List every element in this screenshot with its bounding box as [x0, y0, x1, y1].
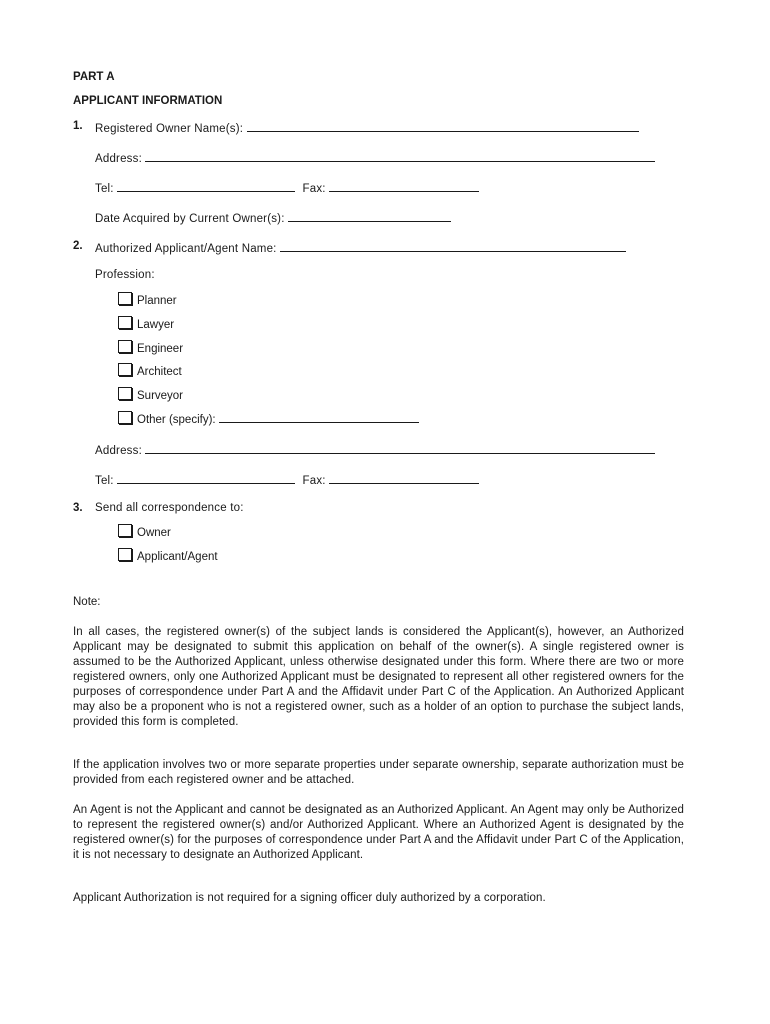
agent-address-row [95, 442, 655, 457]
q2-number: 2. [73, 240, 83, 252]
checkbox[interactable] [118, 316, 132, 329]
date-acquired-label: Date Acquired by Current Owner(s): [95, 213, 285, 225]
checkbox[interactable] [118, 411, 132, 424]
owner-address-row [95, 150, 655, 165]
profession-option-label: Engineer [137, 343, 184, 355]
correspondence-option-owner[interactable] [118, 524, 171, 540]
checkbox[interactable] [118, 292, 132, 305]
agent-fax-label: Fax: [302, 475, 326, 487]
owner-fax-field[interactable] [329, 180, 479, 192]
note-paragraph-2: If the application involves two or more separate properties under separate ownership, separate authorization must be provided from each registered owner and be attached. [73, 759, 684, 786]
note-paragraph-1: In all cases, the registered owner(s) of the subject lands is considered the Applicant(s), however, an Authorized Applicant may be designated to submit this application on behalf of the owner(s). A single registered owner is assumed to be the Authorized Applicant, unless otherwise designated under this form. Where there are two or more registered owners, only one Authorized Applicant must be designated to represent all other registered owners for the purposes of correspondence under Part A and the Affidavit under Part C of the Application. An Authorized Applicant may also be a proponent who is not a registered owner, such as a holder of an option to purchase the subject lands, provided this form is completed. [73, 626, 684, 728]
owner-name-label: Registered Owner Name(s): [95, 123, 244, 135]
note-paragraph-3: An Agent is not the Applicant and cannot be designated as an Authorized Applicant. An Agent may only be Authorized to represent the registered owner(s) and/or Authorized Applicant. Where an Authorized Agent is designated by the registered owner(s) for the purposes of correspondence under Part A and the Affidavit under Part C of the Application, it is not necessary to designate an Authorized Applicant. [73, 804, 684, 861]
checkbox[interactable] [118, 548, 132, 561]
owner-tel-field[interactable] [117, 180, 295, 192]
owner-address-label: Address: [95, 153, 142, 165]
profession-option-label: Architect [137, 366, 182, 378]
profession-option-label: Lawyer [137, 319, 175, 331]
profession-option-planner[interactable] [118, 292, 177, 308]
owner-tel-label: Tel: [95, 183, 114, 195]
profession-option-lawyer[interactable] [118, 316, 174, 332]
correspondence-label: Send all correspondence to: [95, 502, 244, 514]
note-heading: Note: [73, 596, 101, 608]
agent-address-field[interactable] [145, 442, 655, 454]
checkbox[interactable] [118, 387, 132, 400]
section-title: APPLICANT INFORMATION [73, 95, 223, 107]
profession-option-engineer[interactable] [118, 340, 183, 356]
agent-tel-field[interactable] [117, 472, 295, 484]
profession-option-label: Planner [137, 295, 177, 307]
correspondence-option-label: Owner [137, 527, 171, 539]
checkbox[interactable] [118, 363, 132, 376]
owner-fax-label: Fax: [302, 183, 326, 195]
owner-name-field[interactable] [247, 120, 639, 132]
correspondence-option-label: Applicant/Agent [137, 551, 218, 563]
profession-option-other[interactable] [118, 411, 419, 427]
profession-label: Profession: [95, 269, 155, 281]
agent-tel-fax-row [95, 472, 479, 487]
correspondence-option-applicant-agent[interactable] [118, 548, 218, 564]
agent-name-label: Authorized Applicant/Agent Name: [95, 243, 277, 255]
q1-number: 1. [73, 120, 83, 132]
agent-address-label: Address: [95, 445, 142, 457]
owner-tel-fax-row [95, 180, 479, 195]
owner-name-row [95, 120, 639, 135]
other-specify-field[interactable] [219, 411, 419, 423]
profession-option-surveyor[interactable] [118, 387, 183, 403]
checkbox[interactable] [118, 524, 132, 537]
date-acquired-row [95, 210, 451, 225]
profession-option-architect[interactable] [118, 363, 182, 379]
q3-number: 3. [73, 502, 83, 514]
agent-fax-field[interactable] [329, 472, 479, 484]
part-title: PART A [73, 71, 115, 83]
profession-option-label: Other (specify): [137, 414, 216, 426]
note-paragraph-4: Applicant Authorization is not required for a signing officer duly authorized by a corporation. [73, 892, 546, 904]
agent-tel-label: Tel: [95, 475, 114, 487]
date-acquired-field[interactable] [288, 210, 451, 222]
agent-name-row [95, 240, 626, 255]
agent-name-field[interactable] [280, 240, 626, 252]
checkbox[interactable] [118, 340, 132, 353]
owner-address-field[interactable] [145, 150, 655, 162]
profession-option-label: Surveyor [137, 390, 184, 402]
